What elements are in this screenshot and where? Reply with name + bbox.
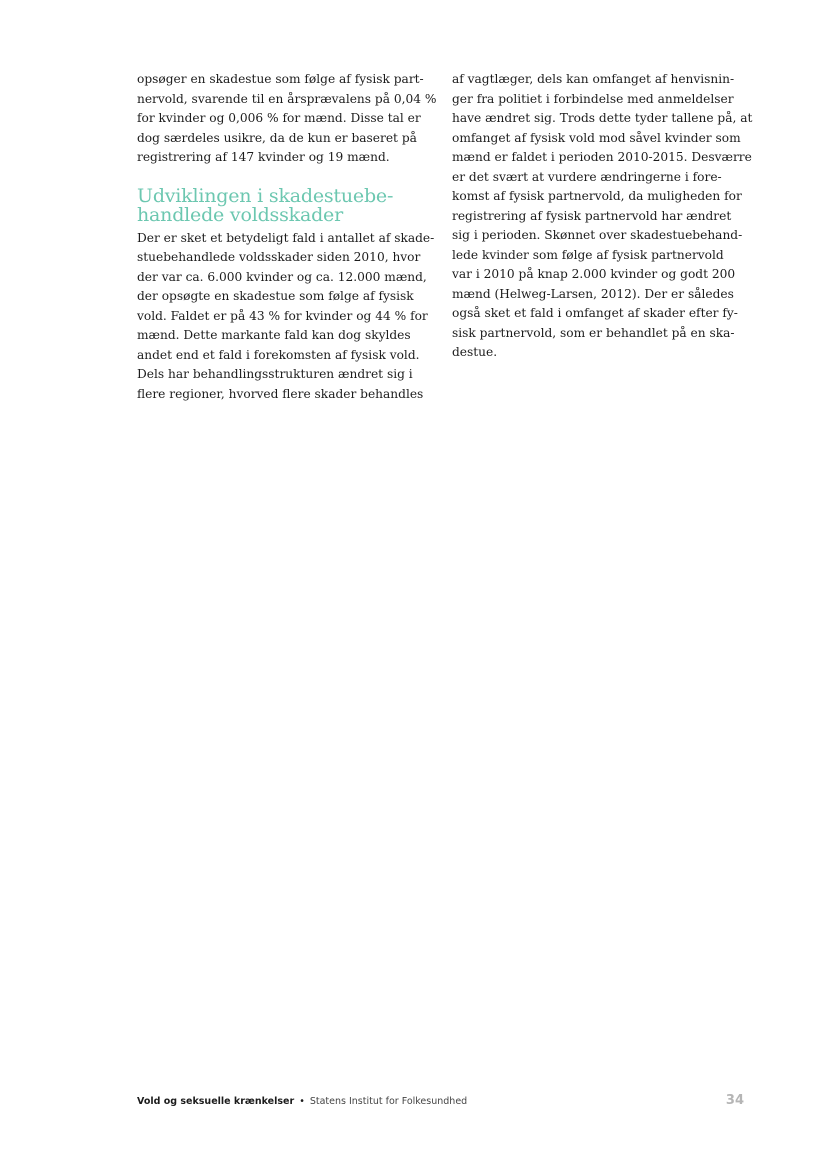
text-line: opsøger en skadestue som følge af fysisk part-	[137, 72, 424, 86]
text-line: der var ca. 6.000 kvinder og ca. 12.000 mænd,	[137, 269, 427, 284]
text-line: der opsøgte en skadestue som følge af fysisk	[137, 289, 414, 303]
heading-line: handlede voldsskader	[137, 203, 343, 226]
text-line: destue.	[452, 345, 498, 359]
footer-separator: •	[299, 1096, 305, 1107]
text-line: var i 2010 på knap 2.000 kvinder og godt 200	[452, 267, 736, 281]
text-line: dog særdeles usikre, da de kun er baseret på	[137, 130, 417, 145]
footer-document-title: Vold og seksuelle krænkelser	[137, 1096, 295, 1107]
text-line: stuebehandlede voldsskader siden 2010, hvor	[137, 250, 421, 264]
right-column	[452, 70, 753, 363]
section-heading	[137, 184, 437, 226]
text-line: mænd. Dette markante fald kan dog skyldes	[137, 328, 411, 342]
text-line: sisk partnervold, som er behandlet på en ska-	[452, 325, 735, 340]
text-line: komst af fysisk partnervold, da muligheden for	[452, 189, 742, 203]
text-line: nervold, svarende til en årsprævalens på 0,04 %	[137, 91, 437, 106]
text-line: vold. Faldet er på 43 % for kvinder og 44 % for	[137, 308, 428, 323]
footer-organization: Statens Institut for Folkesundhed	[309, 1096, 468, 1107]
text-line: omfanget af fysisk vold mod såvel kvinder som	[452, 130, 741, 145]
text-line: andet end et fald i forekomsten af fysisk vold.	[137, 347, 420, 362]
page-footer	[137, 1094, 744, 1110]
text-line: flere regioner, hvorved flere skader behandles	[137, 386, 424, 401]
text-line: også sket et fald i omfanget af skader efter fy-	[452, 306, 738, 320]
text-line: Dels har behandlingsstrukturen ændret sig i	[137, 367, 413, 381]
text-line: Der er sket et betydeligt fald i antallet af skade-	[137, 230, 435, 245]
text-line: registrering af fysisk partnervold har ændret	[452, 208, 732, 223]
text-line: for kvinder og 0,006 % for mænd. Disse tal er	[137, 111, 421, 125]
text-line: er det svært at vurdere ændringerne i fore-	[452, 169, 722, 184]
text-line: mænd er faldet i perioden 2010-2015. Desværre	[452, 150, 752, 164]
text-line: af vagtlæger, dels kan omfanget af henvisnin-	[452, 72, 735, 86]
paragraph-continued	[452, 70, 753, 363]
text-line: mænd (Helweg-Larsen, 2012). Der er således	[452, 286, 734, 301]
text-line: sig i perioden. Skønnet over skadestuebehand-	[452, 228, 743, 242]
text-line: lede kvinder som følge af fysisk partnervold	[452, 247, 724, 262]
text-line: registrering af 147 kvinder og 19 mænd.	[137, 150, 390, 164]
paragraph-intro	[137, 70, 437, 168]
text-line: have ændret sig. Trods dette tyder tallene på, at	[452, 111, 753, 125]
left-column	[137, 70, 437, 404]
page-number: 34	[725, 1093, 744, 1108]
paragraph-body	[137, 229, 437, 405]
text-line: ger fra politiet i forbindelse med anmeldelser	[452, 91, 734, 106]
heading-line: Udviklingen i skadestuebe-	[137, 184, 394, 207]
